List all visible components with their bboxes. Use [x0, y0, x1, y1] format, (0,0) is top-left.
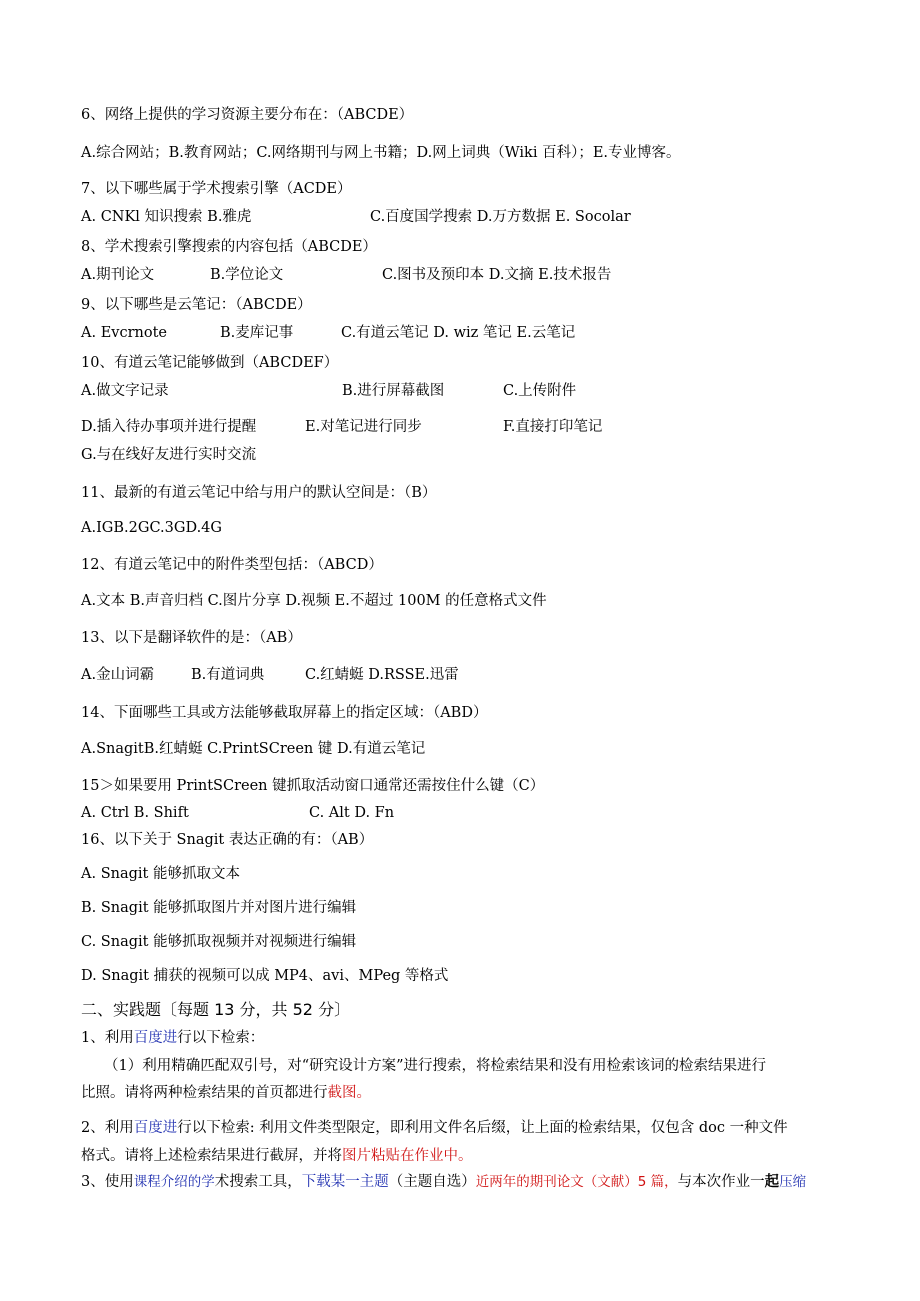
q10-opt-g: G.与在线好友进行实时交流 — [81, 447, 257, 463]
practice-1-sub-line2-text: 比照。请将两种检索结果的首页都进行 — [81, 1085, 328, 1101]
practice-1-post: 行以下检索： — [177, 1030, 265, 1046]
q6-options: A.综合网站；B.教育网站；C.网络期刊与网上书籍；D.网上词典（Wiki 百科）；E.专业博客。 — [81, 145, 681, 161]
q15-opt-a: A. Ctrl B. Shift — [81, 805, 189, 821]
q9-opt-b: B.麦库记事 — [220, 325, 294, 341]
q16-opt-a: A. Snagit 能够抓取文本 — [81, 866, 240, 882]
q9-opt-c: C.有道云笔记 D. wiz 笔记 E.云笔记 — [341, 325, 576, 341]
practice-1-pre: 1、利用 — [81, 1030, 134, 1046]
practice-3-mid2: （主题自选） — [388, 1174, 476, 1190]
q10-opt-c: C.上传附件 — [503, 383, 577, 399]
q16-title: 16、以下关于 Snagit 表达正确的有：（AB） — [81, 832, 374, 848]
q11-options: A.IGB.2GC.3GD.4G — [81, 520, 222, 536]
q14-title: 14、下面哪些工具或方法能够截取屏幕上的指定区域：（ABD） — [81, 705, 488, 721]
q10-opt-f: F.直接打印笔记 — [503, 419, 603, 435]
q6-title: 6、网络上提供的学习资源主要分布在：（ABCDE） — [81, 107, 414, 123]
practice-3-red1: 近两年的期刊论文（文献）5 篇， — [475, 1174, 678, 1190]
q7-title: 7、以下哪些属于学术搜索引擎（ACDE） — [81, 181, 352, 197]
practice-3-mid1: 术搜索工具， — [214, 1174, 302, 1190]
practice-2-line2-red: 图片粘贴在作业中。 — [342, 1148, 473, 1164]
q13-opt-a: A.金山词霸 — [81, 667, 155, 683]
q10-opt-a: A.做文字记录 — [81, 383, 169, 399]
q16-opt-b: B. Snagit 能够抓取图片并对图片进行编辑 — [81, 900, 357, 916]
practice-3-blue1: 课程介绍的学 — [133, 1174, 215, 1190]
practice-2-blue: 百度进 — [133, 1120, 178, 1136]
q13-opt-c: C.红蜻蜓 D.RSSE.迅雷 — [305, 667, 459, 683]
practice-2-line1 — [81, 1118, 788, 1138]
q10-opt-d: D.插入待办事项并进行提醒 — [81, 419, 257, 435]
q16-opt-c: C. Snagit 能够抓取视频并对视频进行编辑 — [81, 934, 357, 950]
q10-title: 10、有道云笔记能够做到（ABCDEF） — [81, 355, 339, 371]
q8-opt-a: A.期刊论文 — [81, 267, 155, 283]
q8-opt-c: C.图书及预印本 D.文摘 E.技术报告 — [382, 267, 612, 283]
section2-heading: 二、实践题〔每题 13 分，共 52 分〕 — [81, 1000, 351, 1019]
q11-title: 11、最新的有道云笔记中给与用户的默认空间是：（B） — [81, 485, 437, 501]
q15-title: 15＞如果要用 PrintSCreen 键抓取活动窗口通常还需按住什么键（C） — [81, 778, 545, 794]
practice-1-blue: 百度进 — [133, 1030, 178, 1046]
q12-title: 12、有道云笔记中的附件类型包括：（ABCD） — [81, 557, 383, 573]
practice-2-line2-text: 格式。请将上述检索结果进行截屏，并将 — [81, 1148, 342, 1164]
practice-1 — [81, 1028, 264, 1048]
q8-opt-b: B.学位论文 — [210, 267, 284, 283]
practice-3-blue2: 下载某一主题 — [301, 1174, 389, 1190]
q16-opt-d: D. Snagit 捕获的视频可以成 MP4、avi、MPeg 等格式 — [81, 968, 449, 984]
q15-opt-c: C. Alt D. Fn — [309, 805, 395, 821]
q12-options: A.文本 B.声音归档 C.图片分享 D.视频 E.不超过 100M 的任意格式文件 — [81, 593, 547, 609]
q10-opt-e: E.对笔记进行同步 — [305, 419, 422, 435]
q13-opt-b: B.有道词典 — [191, 667, 265, 683]
q7-opt-a: A. CNKl 知识搜索 B.雅虎 — [81, 209, 252, 225]
practice-2-line2 — [81, 1146, 473, 1166]
practice-2-line1-post: 行以下检索: 利用文件类型限定，即利用文件名后缀，让上面的检索结果，仅包含 doc 一种文件 — [177, 1120, 788, 1136]
practice-3-line1 — [81, 1172, 806, 1192]
practice-1-sub-line2-red: 截图。 — [327, 1085, 371, 1101]
practice-1-sub-line1: （1）利用精确匹配双引号，对“研究设计方案”进行搜索，将检索结果和没有用检索该词的检索结果进行 — [104, 1058, 767, 1074]
practice-2-pre: 2、利用 — [81, 1120, 134, 1136]
practice-3-blue3: 压缩 — [779, 1174, 807, 1190]
q9-opt-a: A. Evcrnote — [81, 325, 167, 341]
practice-3-bold: 起 — [764, 1173, 780, 1190]
practice-3-pre: 3、使用 — [81, 1174, 134, 1190]
q7-opt-c: C.百度国学搜索 D.万方数据 E. Socolar — [370, 209, 631, 225]
practice-3-mid3: 与本次作业一 — [677, 1174, 765, 1190]
q9-title: 9、以下哪些是云笔记：（ABCDE） — [81, 297, 312, 313]
q8-title: 8、学术搜索引擎搜索的内容包括（ABCDE） — [81, 239, 377, 255]
q10-opt-b: B.进行屏幕截图 — [342, 383, 445, 399]
practice-1-sub-line2 — [81, 1083, 371, 1103]
q14-options: A.SnagitB.红蜻蜓 C.PrintSCreen 键 D.有道云笔记 — [81, 741, 426, 757]
q13-title: 13、以下是翻译软件的是：（AB） — [81, 630, 302, 646]
